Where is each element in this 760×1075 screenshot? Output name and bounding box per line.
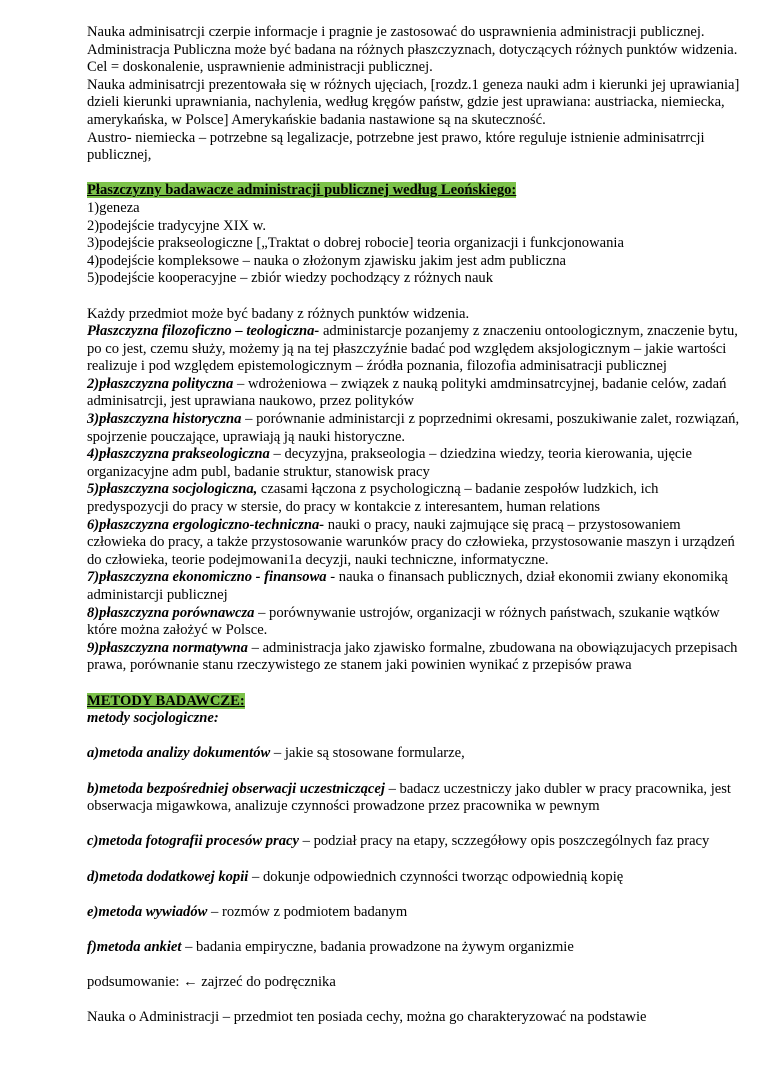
method-item [87, 904, 741, 922]
level-term: 2)płaszczyzna polityczna [87, 375, 234, 392]
method-item [87, 745, 741, 763]
level-term: 5)płaszczyzna socjologiczna, [87, 481, 258, 498]
method-desc: – badacz uczestniczy jako dubler w pracy pracownika, jest obserwacja migawkowa, analizuje czynności prowadzone przez pracownika w pewnym [87, 780, 731, 815]
section-heading-levels [87, 182, 741, 200]
closing-line: Nauka o Administracji – przedmiot ten posiada cechy, można go charakteryzować na podstawie [87, 1009, 647, 1026]
intro-paragraph-2: Nauka adminisatrcji prezentowała się w różnych ujęciach, [rozdz.1 geneza nauki adm i kierunki jej uprawiania] dzieli kierunki uprawniania, nachylenia, według kręgów państw, gdzie jest uprawiana: austriacka, niemiecka, amerykańska, w Polsce] Amerykańskie badania nastawione są na skuteczność. [87, 76, 740, 128]
level-desc: – decyzyjna, prakseologia – dziedzina wiedzy, teoria kierowania, ujęcie organizacyjne adm publ, badanie struktur, stanowisk pracy [87, 446, 692, 480]
level-term: 6)płaszczyzna ergologiczno-techniczna- [87, 516, 325, 533]
method-item [87, 869, 741, 887]
intro-paragraph-1: Nauka adminisatrcji czerpie informacje i pragnie je zastosować do usprawnienia administracji publicznej. Administracja Publiczna może być badana na różnych płaszczyznach, dotyczących różnych punktów widzenia. Cel = doskonalenie, usprawnienie administracji publicznej. [87, 24, 738, 76]
approach-item: 4)podejście kompleksowe – nauka o złożonym zjawisku jakim jest adm publiczna [87, 252, 567, 269]
level-item [87, 605, 741, 640]
intro-paragraph-3: Austro- niemiecka – potrzebne są legalizacje, potrzebne jest prawo, które reguluje istnienie adminisatrrcji publicznej, [87, 129, 705, 164]
level-term: 8)płaszczyzna porównawcza [87, 604, 255, 621]
method-term: b)metoda bezpośredniej obserwacji uczestniczącej [87, 780, 385, 797]
level-term: 3)płaszczyzna historyczna [87, 411, 242, 428]
level-desc: – wdrożeniowa – związek z nauką polityki amdminsatrcyjnej, badanie celów, zadań adminisatrcji, jest uprawiana naukowo, przez polityków [87, 375, 727, 410]
section-heading-methods [87, 693, 741, 711]
level-desc: – porównanie administarcji z poprzednimi okresami, poszukiwanie zalet, rozwiązań, spojrzenie pouczające, uprawiają ją nauki historyczne. [87, 411, 740, 445]
level-item [87, 517, 741, 570]
method-desc: – jakie są stosowane formularze, [270, 745, 465, 762]
approach-item: 5)podejście kooperacyjne – zbiór wiedzy pochodzący z różnych nauk [87, 270, 494, 287]
level-desc: nauki o pracy, nauki zajmujące się pracą – przystosowaniem człowieka do pracy, a także przystosowanie warunków pracy do człowieka, przystosowanie maszyn i urządzeń do człowieka, teorie podejmowani1a decyzji, nauki techniczne, informatyczne. [87, 516, 735, 568]
method-term: d)metoda dodatkowej kopii [87, 868, 249, 885]
method-term: a)metoda analizy dokumentów [87, 745, 271, 762]
highlighted-heading: Płaszczyzny badawacze administracji publicznej według Leońskiego: [87, 182, 517, 199]
method-item [87, 939, 741, 957]
methods-subheading: metody socjologiczne: [87, 710, 219, 727]
level-term: 9)płaszczyzna normatywna [87, 639, 248, 656]
approach-item: 3)podejście prakseologiczne [„Traktat o dobrej robocie] teoria organizacji i funkcjonowania [87, 235, 624, 252]
level-term: 4)płaszczyzna prakseologiczna [87, 446, 270, 463]
method-item [87, 781, 741, 816]
document-page [87, 24, 741, 1027]
summary-line: podsumowanie: ← zajrzeć do podręcznika [87, 974, 336, 991]
level-item [87, 640, 741, 675]
level-item [87, 411, 741, 446]
level-term: 7)płaszczyzna ekonomiczno - finansowa [87, 569, 327, 586]
method-desc: – rozmów z podmiotem badanym [207, 903, 408, 920]
method-term: c)metoda fotografii procesów pracy [87, 833, 299, 850]
highlighted-heading: METODY BADAWCZE: [87, 692, 245, 709]
level-desc: administarcje pozanjemy z znaczeniu ontoologicznym, znaczenie bytu, po co jest, czemu służy, możemy ją na tej płaszczyźnie badać pod względem aksjologicznym – jakie wartości realizuje i pod względem epistemologicznym – źródła poznania, filozofia adminisatracji publicznej [87, 323, 738, 375]
level-item [87, 569, 741, 604]
method-desc: – badania empiryczne, badania prowadzone na żywym organizmie [181, 938, 574, 955]
method-desc: – podział pracy na etapy, sczzegółowy opis poszczególnych faz pracy [298, 833, 710, 850]
approach-item: 2)podejście tradycyjne XIX w. [87, 217, 266, 234]
method-item [87, 833, 741, 851]
level-desc: czasami łączona z psychologiczną – badanie zespołów ludzkich, ich predyspozycji do pracy w stersie, do pracy w kontakcie z interesantem, human relations [87, 481, 659, 516]
level-desc: - nauka o finansach publicznych, dział ekonomii zwiany ekonomiką administarcji publicznej [87, 569, 728, 603]
approach-item: 1)geneza [87, 199, 140, 216]
level-term: Płaszczyzna filozoficzno – teologiczna- [87, 323, 320, 340]
levels-intro: Każdy przedmiot może być badany z różnych punktów widzenia. [87, 305, 470, 322]
method-term: f)metoda ankiet [87, 938, 182, 955]
level-item [87, 323, 741, 376]
level-desc: – porównywanie ustrojów, organizacji w różnych państwach, szukanie wątków które można założyć w Polsce. [87, 604, 720, 639]
level-item [87, 376, 741, 411]
level-item [87, 446, 741, 481]
level-desc: – administracja jako zjawisko formalne, zbudowana na obowiązujacych przepisach prawa, porównanie stanu rzeczywistego ze stanem jaki powinien wynikać z przepisów prawa [87, 639, 738, 674]
method-desc: – dokunje odpowiednich czynności tworząc odpowiednią kopię [248, 868, 624, 885]
method-term: e)metoda wywiadów [87, 903, 208, 920]
level-item [87, 481, 741, 516]
